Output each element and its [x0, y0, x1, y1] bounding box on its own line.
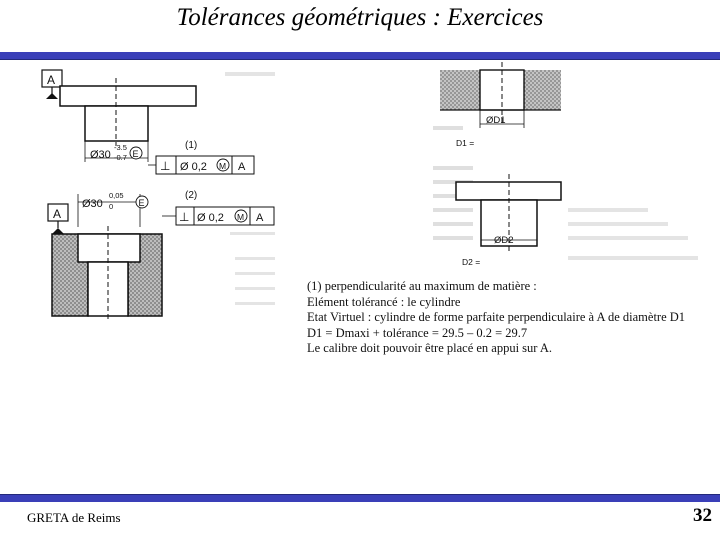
answer-text	[307, 279, 712, 357]
mmc-symbol-1: M	[219, 161, 227, 171]
dim-top-value: Ø30	[90, 149, 111, 161]
slide-title: Tolérances géométriques : Exercices	[176, 4, 544, 31]
dim-bottom-lower: 0	[109, 202, 114, 211]
answer-line-2: Elément tolérancé : le cylindre	[307, 294, 461, 309]
envelope-symbol-2: E	[138, 198, 145, 208]
feature-control-frame-1	[156, 156, 254, 174]
mmc-symbol-2: M	[237, 212, 245, 222]
footer-rule	[0, 494, 720, 502]
d2-equation: D2 =	[462, 257, 481, 267]
tolerance-value-2: Ø 0,2	[197, 212, 224, 224]
scan-artifacts	[225, 72, 275, 305]
dim-bottom-value: Ø30	[82, 198, 103, 210]
datum-a-label-2: A	[53, 207, 62, 221]
gauge-d1	[440, 62, 561, 148]
answer-line-5: Le calibre doit pouvoir être placé en appui sur A.	[307, 341, 553, 356]
gauge-d2	[456, 174, 561, 267]
dim-bottom-upper: 0,05	[109, 191, 124, 200]
label-1: (1)	[185, 140, 198, 151]
datum-ref-2: A	[256, 212, 264, 224]
datum-a-label: A	[47, 73, 56, 87]
perpendicularity-symbol-1: ⊥	[160, 159, 171, 173]
tolerance-value-1: Ø 0,2	[180, 161, 207, 173]
footer-organization: GRETA de Reims	[27, 510, 121, 525]
answer-line-4: D1 = Dmaxi + tolérance = 29.5 – 0.2 = 29.7	[307, 325, 528, 340]
left-technical-drawing	[30, 62, 280, 327]
answer-line-1: (1) perpendicularité au maximum de matière :	[307, 279, 537, 293]
d1-label: ØD1	[486, 115, 506, 126]
dim-top-upper: -3.5	[114, 143, 127, 152]
feature-control-frame-2	[176, 207, 274, 225]
upper-part	[42, 70, 254, 174]
envelope-symbol: E	[132, 149, 139, 159]
answer-line-3: Etat Virtuel : cylindre de forme parfaite perpendiculaire à A de diamètre D1	[307, 310, 686, 325]
label-2: (2)	[185, 190, 198, 201]
perpendicularity-symbol-2: ⊥	[179, 210, 190, 224]
page-number: 32	[693, 505, 712, 526]
right-technical-drawing	[428, 58, 713, 270]
d1-equation: D1 =	[456, 138, 475, 148]
dim-top-lower: -0.7	[114, 153, 127, 162]
datum-ref-1: A	[238, 161, 246, 173]
d2-label: ØD2	[494, 235, 514, 246]
